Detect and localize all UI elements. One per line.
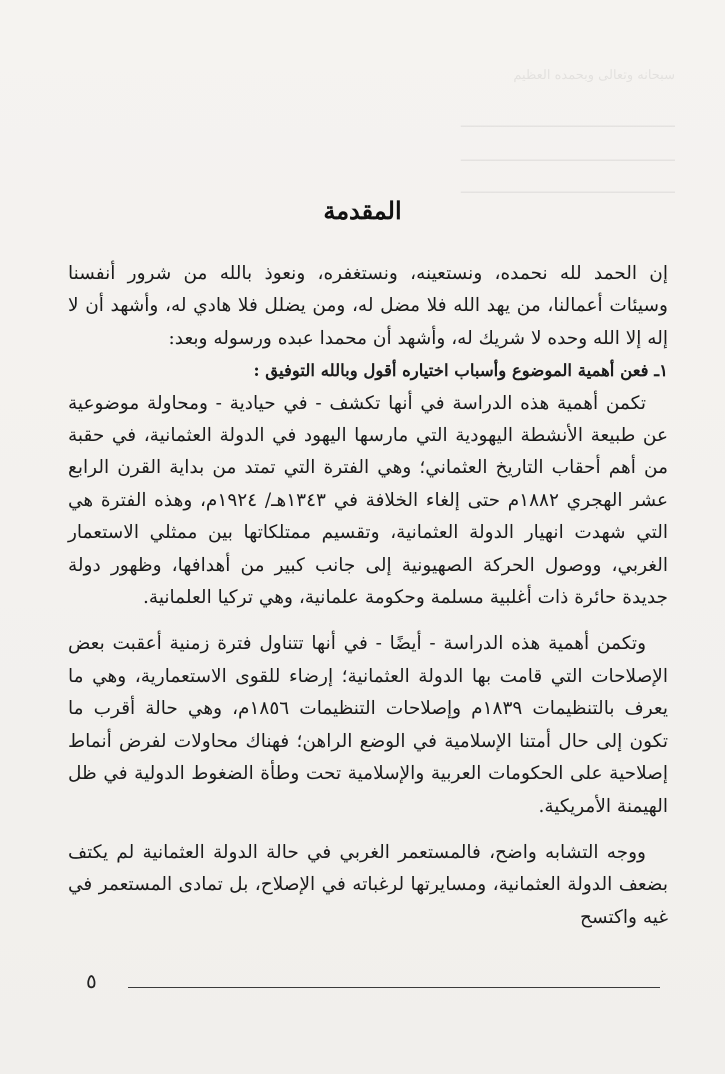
footer-rule — [128, 987, 660, 988]
body-text — [68, 258, 668, 934]
subheading-importance: ١ـ فعن أهمية الموضوع وأسباب اختياره أقول وبالله التوفيق : — [253, 361, 668, 381]
section-heading: المقدمة — [323, 196, 402, 225]
paragraph-text: ووجه التشابه واضح، فالمستعمر الغربي في حالة الدولة العثمانية لم يكتف بضعف الدولة العثمانية، ومسايرتها لرغباته في الإصلاح، بل تمادى المستعمر في غيه واكتسح — [68, 841, 668, 928]
page-number: ٥ — [86, 969, 97, 993]
paragraph-study-importance — [68, 388, 668, 615]
bleed-through-running-header: سبحانه وتعالى وبحمده العظيم — [513, 68, 675, 83]
paragraph-text: وتكمن أهمية هذه الدراسة - أيضًا - في أنها تتناول فترة زمنية أعقبت بعض الإصلاحات التي قامت بها الدولة العثمانية؛ إرضاء للقوى الاستعمارية، وهي ما يعرف بالتنظيمات ١٨٣٩م وإصلاحات التنظيمات ١٨٥٦م، وهي حالة أقرب ما تكون إلى حال أمتنا الإسلامية في الوضع الراهن؛ فهناك محاولات لفرض أنماط إصلاحية على الحكومات العربية والإسلامية تحت وطأة الضغوط الدولية في ظل الهيمنة الأمريكية. — [68, 633, 668, 817]
opening-paragraph: إن الحمد لله نحمده، ونستعينه، ونستغفره، ونعوذ بالله من شرور أنفسنا وسيئات أعمالنا، من يهد الله فلا مضل له، ومن يضلل فلا هادي له، وأشهد أن لا إله إلا الله وحده لا شريك له، وأشهد أن محمدا عبده ورسوله وبعد: — [68, 263, 668, 349]
bleed-through-line: ـــــــــــــــــــــــــــــــــــــــــــ — [460, 112, 675, 132]
paragraph-reforms — [68, 628, 668, 822]
paragraph-similarity — [68, 837, 668, 934]
bleed-through-line: ـــــــــــــــــــــــــــــــــــــــــــ — [460, 178, 675, 198]
bleed-through-line: ـــــــــــــــــــــــــــــــــــــــــــ — [460, 146, 675, 166]
paragraph-text: تكمن أهمية هذه الدراسة في أنها تكشف - في حيادية - ومحاولة موضوعية عن طبيعة الأنشطة اليهودية التي مارسها اليهود في الدولة العثمانية، في حقبة من أهم أحقاب التاريخ العثماني؛ وهي الفترة التي تمتد من بداية القرن الرابع عشر الهجري ١٨٨٢م حتى إلغاء الخلافة في ١٣٤٣هـ/ ١٩٢٤م، وهذه الفترة هي التي شهدت انهيار الدولة العثمانية، وتقسيم ممتلكاتها بين ممثلي الاستعمار الغربي، ووصول الحركة الصهيونية إلى جانب كبير من أهدافها، وظهور دولة جديدة حائرة ذات أغلبية مسلمة وحكومة علمانية، وهي تركيا العلمانية. — [68, 392, 668, 609]
